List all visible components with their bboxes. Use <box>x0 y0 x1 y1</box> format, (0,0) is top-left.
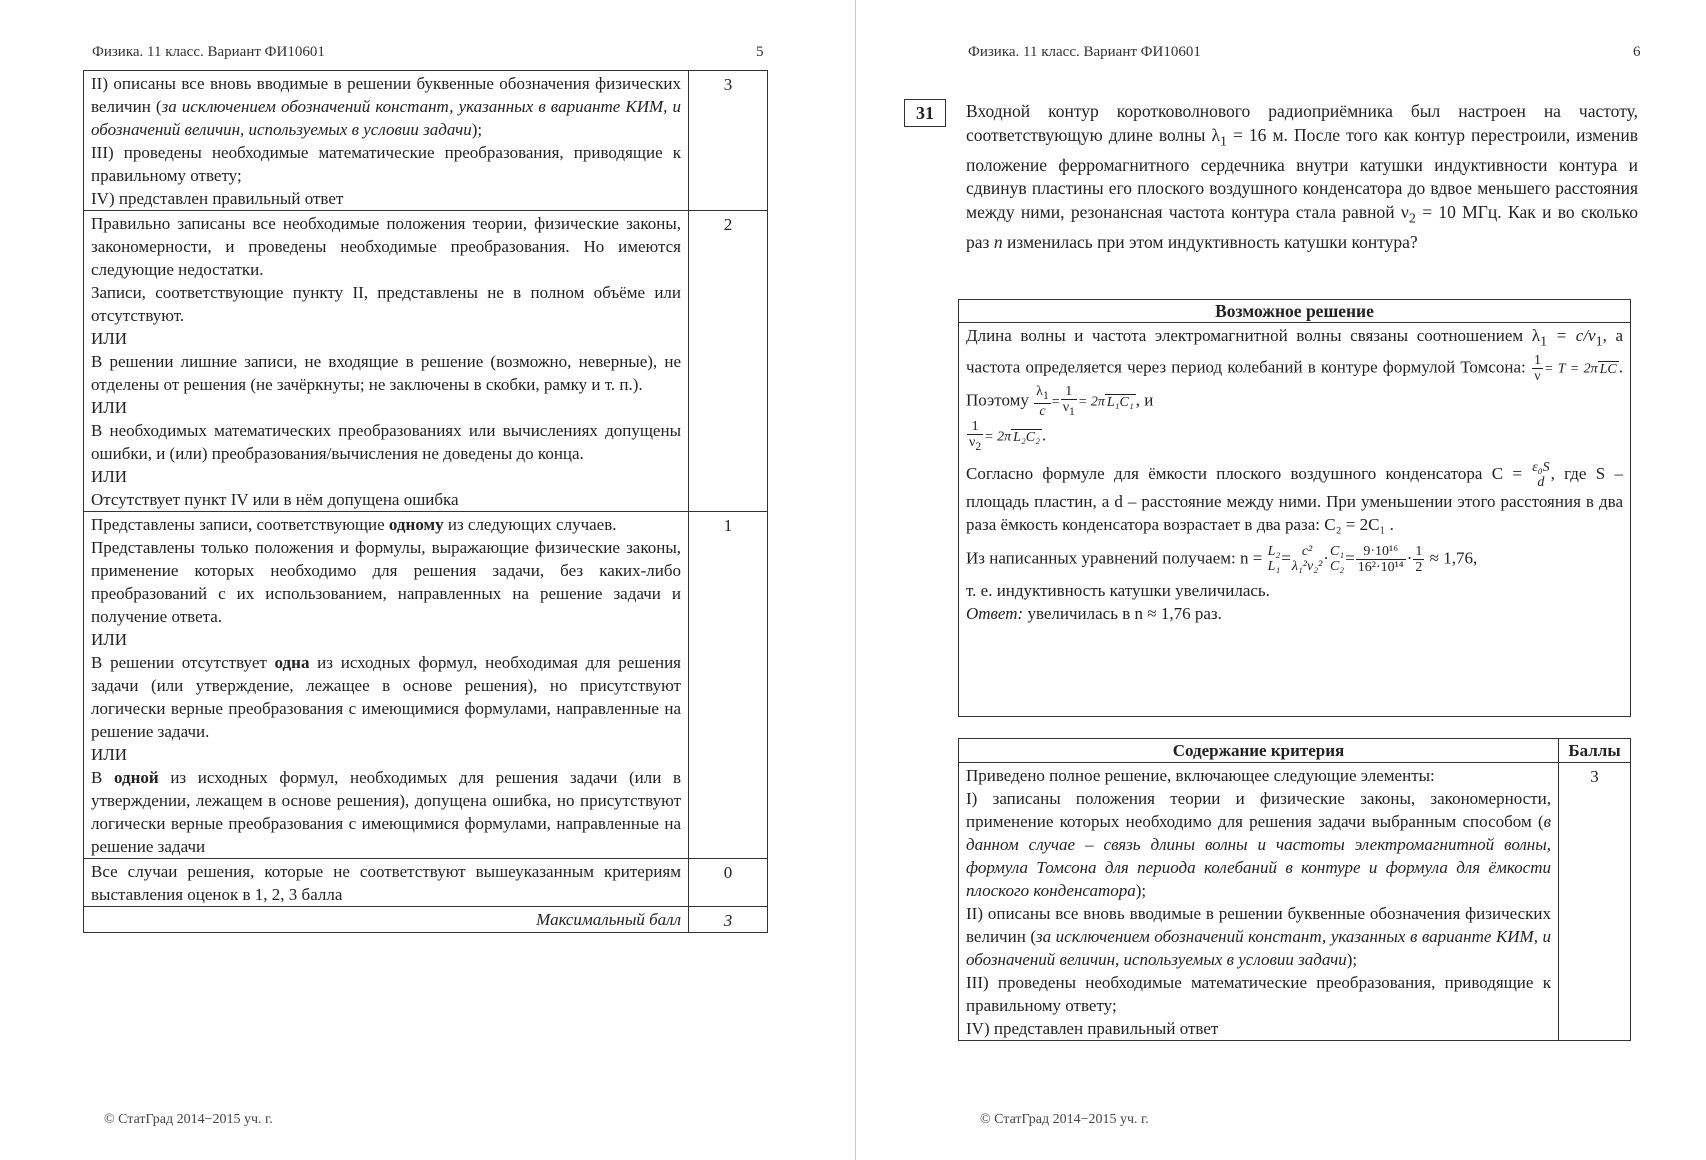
max-score-label: Максимальный балл <box>84 907 689 933</box>
score-cell: 2 <box>689 211 768 512</box>
page-divider <box>855 0 856 1160</box>
criterion-item-4: IV) представлен правильный ответ <box>91 189 344 208</box>
table-row <box>84 512 768 859</box>
solution-paragraph-3: Из написанных уравнений получаем: n = L₂ L₁ = c² λ₁²ν₂² · C₁ C₂ = $\frac{\text{9·10¹⁶}}{\text{16²·10¹⁴}}$ · $\frac{1}{2}$ ≈ 1,76, <box>966 543 1478 575</box>
criterion-item-2: II) описаны все вновь вводимые в решении буквенные обозначения физических величин (за исключением обозначений констант, указанных в варианте КИМ, и обозначений величин, используемых в условии задачи); <box>91 74 681 139</box>
formula-fraction: L₂ L₁ <box>1267 544 1281 575</box>
criteria-table <box>958 738 1631 1041</box>
formula-fraction: $\frac{1}{\nu_1}$ <box>1062 384 1075 419</box>
paragraph: В одной из исходных формул, необходимых для решения задачи (или в утверждении, лежащем в основе решения), допущена ошибка, но присутствуют логически верные преобразования с имеющимися формулами, направленные на решение задачи <box>91 768 682 856</box>
sqrt-l1c1: L₁C₁ <box>1106 394 1134 410</box>
criteria-cell: Все случаи решения, которые не соответствуют вышеуказанным критериям выставления оценок в 1, 2, 3 балла <box>84 859 689 907</box>
max-score-value: 3 <box>689 907 768 933</box>
formula-fraction: $\frac{1}{2}$ <box>1415 543 1423 575</box>
paragraph: В решении лишние записи, не входящие в решение (возможно, неверные), не отделены от решения (не зачёркнуты; не заключены в скобки, рамку и т. п.). <box>91 352 681 394</box>
formula-fraction: $\frac{1}{\nu_2}$ <box>969 419 982 453</box>
criteria-intro: Приведено полное решение, включающее следующие элементы: <box>966 766 1435 785</box>
table-row <box>84 211 768 512</box>
column-header-score: Баллы <box>1559 739 1631 763</box>
table-row <box>959 763 1631 1041</box>
table-row <box>84 859 768 907</box>
page-footer: © СтатГрад 2014−2015 уч. г. <box>104 1112 273 1127</box>
formula-fraction: $\frac{1}{\nu}$ <box>1533 353 1541 385</box>
solution-title: Возможное решение <box>959 300 1630 323</box>
table-row <box>84 71 768 211</box>
column-header-content: Содержание критерия <box>959 739 1559 763</box>
criteria-cell <box>84 512 689 859</box>
solution-paragraph-2: Согласно формуле для ёмкости плоского воздушного конденсатора C = ε₀S d , где S – площадь пластин, а d – расстояние между ними. При уменьшении этого расстояния в два раза ёмкость конденсатора возрастает в два раза: C₂ = 2C₁ . <box>966 459 1624 534</box>
paragraph: В решении отсутствует одна из исходных формул, необходимая для решения задачи (или утверждение, лежащее в основе решения), но присутствуют логически верные преобразования с имеющимися формулами, направленные на решение задачи. <box>91 653 681 741</box>
criterion-item-4: IV) представлен правильный ответ <box>966 1019 1219 1038</box>
formula-fraction: C₁ C₂ <box>1329 544 1345 575</box>
page-number: 6 <box>1633 44 1641 60</box>
formula-fraction: $\frac{\text{9·10¹⁶}}{\text{16²·10¹⁴}}$ <box>1357 543 1404 575</box>
page-footer: © СтатГрад 2014−2015 уч. г. <box>980 1112 1149 1127</box>
criteria-table-continued <box>83 70 768 933</box>
criteria-cell <box>84 211 689 512</box>
table-header-row <box>959 739 1631 763</box>
or-label: ИЛИ <box>91 630 128 649</box>
criterion-item-2: II) описаны все вновь вводимые в решении буквенные обозначения физических величин (за исключением обозначений констант, указанных в варианте КИМ, и обозначений величин, используемых в условии задачи); <box>966 904 1551 969</box>
sqrt-lc: LC <box>1599 361 1617 377</box>
score-cell: 3 <box>1559 763 1631 1041</box>
task-statement: Входной контур коротковолнового радиоприёмника был настроен на частоту, соответствующую длине волны $\lambda_1 = 16$ м. После того как контур перестроили, изменив положение ферромагнитного сердечника внутри катушки индуктивности контура и сдвинув пластины его плоского воздушного конденсатора до вдвое меньшего расстояния между ними, резонансная частота контура стала равной $\nu_2 = 10$ МГц. Как и во сколько раз n изменилась при этом индуктивность катушки контура? <box>966 101 1639 252</box>
table-row-max <box>84 907 768 933</box>
solution-conclusion: т. е. индуктивность катушки увеличилась. <box>966 580 1270 600</box>
formula-fraction: $\frac{\lambda_1}{c}$ <box>1036 384 1049 420</box>
page-header: Физика. 11 класс. Вариант ФИ10601 <box>968 44 1201 60</box>
solution-paragraph-1: Длина волны и частота электромагнитной волны связаны соотношением $\lambda_1 = c/\nu_1$, а частота определяется через период колебаний в контуре формулой Томсона: $\frac{1}{\nu}$ = T = 2π LC . Поэтому $\frac{\lambda_1}{c}=$ $\frac{1}{\nu_1}$ = 2π L₁C₁ , и $\frac{1}{\nu_2}$ = 2π L₂C₂ . <box>966 326 1624 453</box>
paragraph: В необходимых математических преобразованиях или вычислениях допущены ошибки, и (или) преобразования/вычисления не доведены до конца. <box>91 421 681 463</box>
score-cell: 0 <box>689 859 768 907</box>
left-page <box>0 0 850 1160</box>
criterion-item-3: III) проведены необходимые математические преобразования, приводящие к правильному ответу; <box>91 143 681 185</box>
task-number-box: 31 <box>904 99 946 127</box>
page-number: 5 <box>756 44 764 60</box>
score-cell: 3 <box>689 71 768 211</box>
paragraph: Представлены только положения и формулы, выражающие физические законы, применение которых необходимо для решения задачи, без каких-либо преобразований с их использованием, направленных на решение задачи и получение ответа. <box>91 538 681 626</box>
or-label: ИЛИ <box>91 467 128 486</box>
criterion-item-1: I) записаны положения теории и физические законы, закономерности, применение которых необходимо для решения задачи выбранным способом (в данном случае – связь длины волны и частоты электромагнитной волны, формула Томсона для периода колебаний в контуре и формула для ёмкости плоского конденсатора); <box>966 789 1551 900</box>
score-cell: 1 <box>689 512 768 859</box>
criteria-cell <box>959 763 1559 1041</box>
solution-body <box>959 323 1630 625</box>
paragraph: Представлены записи, соответствующие одному из следующих случаев. <box>91 515 617 534</box>
page-header: Физика. 11 класс. Вариант ФИ10601 <box>92 44 325 60</box>
paragraph: Записи, соответствующие пункту II, представлены не в полном объёме или отсутствуют. <box>91 283 681 325</box>
or-label: ИЛИ <box>91 745 128 764</box>
possible-solution-box <box>958 299 1631 717</box>
criteria-cell <box>84 71 689 211</box>
criterion-item-3: III) проведены необходимые математические преобразования, приводящие к правильному ответу; <box>966 973 1551 1015</box>
formula-fraction: c² λ₁²ν₂² <box>1291 544 1323 575</box>
sqrt-l2c2: L₂C₂ <box>1013 429 1040 445</box>
paragraph: Отсутствует пункт IV или в нём допущена ошибка <box>91 490 459 509</box>
right-page <box>858 0 1706 1160</box>
or-label: ИЛИ <box>91 398 128 417</box>
formula-fraction: ε₀S d <box>1532 459 1550 490</box>
or-label: ИЛИ <box>91 329 128 348</box>
paragraph: Правильно записаны все необходимые положения теории, физические законы, закономерности, и проведены необходимые преобразования. Но имеются следующие недостатки. <box>91 214 681 279</box>
solution-answer: Ответ: увеличилась в n ≈ 1,76 раз. <box>966 603 1222 623</box>
